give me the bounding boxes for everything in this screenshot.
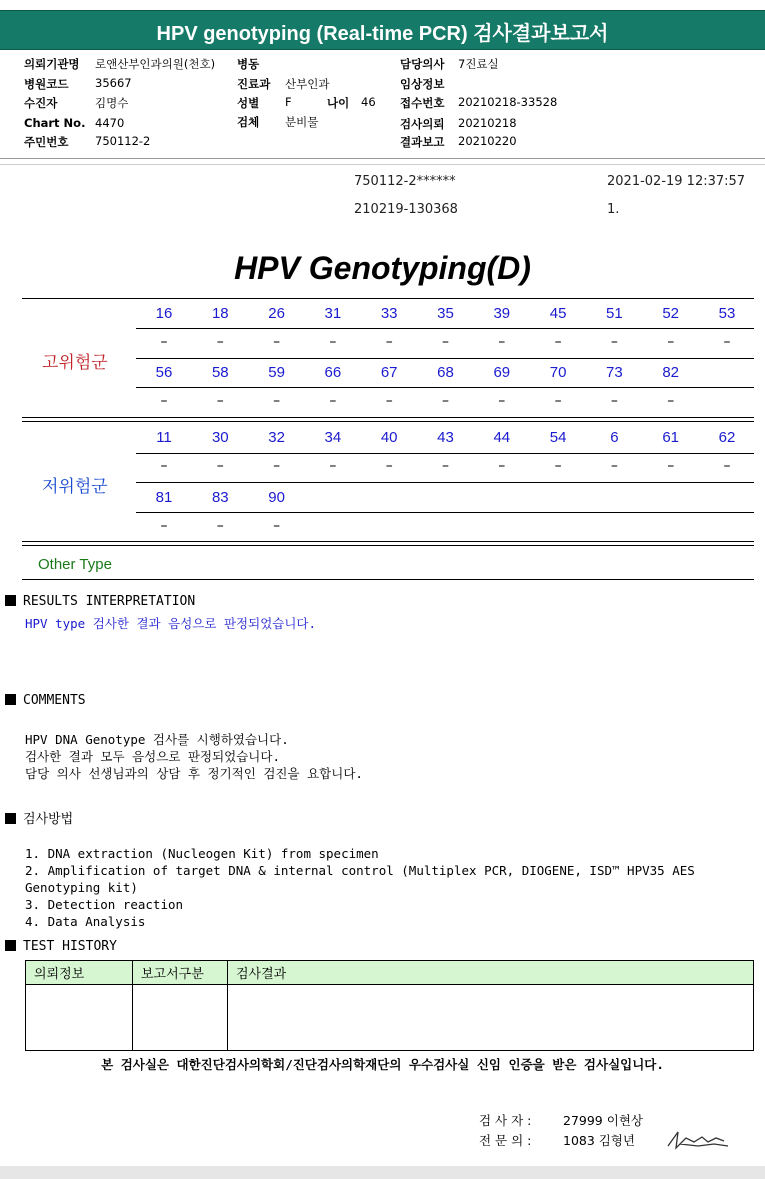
genotype-result: – xyxy=(160,334,168,350)
genotype-result: – xyxy=(273,518,281,534)
certification-note: 본 검사실은 대한진단검사의학회/진단검사의학재단의 우수검사실 신임 인증을 받은 검사실입니다. xyxy=(101,1057,664,1072)
genotype-number: 59 xyxy=(268,364,285,381)
signature-image xyxy=(664,1124,734,1152)
table-rule xyxy=(22,545,754,546)
info-key: 결과보고 xyxy=(400,135,445,149)
method-heading: 검사방법 xyxy=(5,808,73,827)
genotype-result: – xyxy=(610,458,618,474)
info-value: 750112-2 xyxy=(95,134,151,148)
genotype-result: – xyxy=(667,334,675,350)
genotype-number: 40 xyxy=(380,429,398,446)
info-key: 담당의사 xyxy=(400,57,445,71)
table-rule xyxy=(22,541,754,542)
report-header xyxy=(0,10,765,50)
genotype-number: 31 xyxy=(324,305,342,322)
genotype-result: – xyxy=(723,334,731,350)
results-text: HPV type 검사한 결과 음성으로 판정되었습니다. xyxy=(25,616,317,631)
bullet-square-icon xyxy=(5,694,16,705)
genotype-result: – xyxy=(385,334,393,350)
genotype-result: – xyxy=(216,458,224,474)
info-value: 분비물 xyxy=(285,115,319,129)
genotype-number: 62 xyxy=(718,429,736,446)
info-key: Chart No. xyxy=(24,116,86,130)
info-key: 성별 xyxy=(237,96,260,110)
bottom-bar xyxy=(0,1166,765,1179)
other-type-label: Other Type xyxy=(38,556,112,573)
method-line: 3. Detection reaction xyxy=(25,897,184,912)
info-key: 나이 xyxy=(327,96,350,110)
info-key: 임상정보 xyxy=(400,77,445,91)
sample-number: 210219-130368 xyxy=(354,202,458,217)
genotype-number: 11 xyxy=(156,429,172,446)
risk-group-label: 저위험군 xyxy=(42,477,108,497)
tester-label: 검 사 자 : xyxy=(479,1113,532,1128)
genotype-result: – xyxy=(667,458,675,474)
genotype-number: 70 xyxy=(549,364,567,381)
genotype-result: – xyxy=(498,458,506,474)
test-history-table xyxy=(25,960,754,1051)
genotype-number: 34 xyxy=(324,429,342,446)
genotype-result: – xyxy=(498,334,506,350)
report-header-title: HPV genotyping (Real-time PCR) 검사결과보고서 xyxy=(156,23,609,45)
genotype-result: – xyxy=(610,334,618,350)
genotype-result: – xyxy=(442,458,449,474)
info-key: 검체 xyxy=(237,115,260,129)
info-value: 20210218 xyxy=(458,116,517,130)
genotype-number: 30 xyxy=(211,429,229,446)
info-value: 20210220 xyxy=(458,134,517,148)
table-rule xyxy=(22,579,754,580)
info-value: 김명수 xyxy=(95,96,129,110)
info-key: 의뢰기관명 xyxy=(24,57,80,71)
genotype-result: – xyxy=(554,458,562,474)
table-rule xyxy=(136,482,754,483)
genotype-number: 56 xyxy=(155,364,173,381)
report-datetime: 2021-02-19 12:37:57 xyxy=(607,174,746,189)
genotype-number: 44 xyxy=(493,429,511,446)
info-value: 4470 xyxy=(95,116,125,130)
genotype-number: 61 xyxy=(662,429,680,446)
table-row xyxy=(26,985,754,1051)
table-rule xyxy=(136,387,754,388)
genotype-number: 69 xyxy=(493,364,511,381)
method-line: 1. DNA extraction (Nucleogen Kit) from specimen xyxy=(25,846,379,861)
table-rule xyxy=(22,421,754,422)
patient-id: 750112-2****** xyxy=(354,174,456,189)
genotype-result: – xyxy=(498,393,506,409)
table-rule xyxy=(136,328,754,329)
tester-name: 27999 이현상 xyxy=(563,1113,643,1128)
genotype-number: 66 xyxy=(324,364,342,381)
sequence-number: 1. xyxy=(607,202,620,217)
info-key: 수진자 xyxy=(24,96,58,110)
comment-line: 담당 의사 선생님과의 상담 후 정기적인 검진을 요합니다. xyxy=(25,766,363,781)
comments-text xyxy=(25,714,363,799)
info-value: 산부인과 xyxy=(285,77,330,91)
genotype-number: 58 xyxy=(211,364,229,381)
table-rule xyxy=(136,358,754,359)
genotype-result: – xyxy=(273,393,281,409)
genotype-number: 52 xyxy=(662,305,680,322)
info-key: 검사의뢰 xyxy=(400,117,445,131)
genotype-number: 54 xyxy=(549,429,567,446)
genotype-result: – xyxy=(216,334,224,350)
divider xyxy=(0,164,765,165)
genotype-number: 45 xyxy=(549,305,567,322)
genotype-number: 82 xyxy=(662,364,680,381)
genotype-number: 51 xyxy=(606,305,623,322)
genotype-result: – xyxy=(160,518,168,534)
genotype-result: – xyxy=(442,334,449,350)
genotype-number: 26 xyxy=(268,305,285,322)
risk-group-label: 고위험군 xyxy=(42,353,108,373)
genotype-number: 43 xyxy=(437,429,454,446)
report-title: HPV Genotyping(D) xyxy=(234,250,531,286)
genotype-number: 90 xyxy=(268,489,285,506)
divider xyxy=(0,158,765,159)
genotype-result: – xyxy=(385,393,393,409)
info-key: 주민번호 xyxy=(24,135,69,149)
table-rule xyxy=(136,453,754,454)
genotype-number: 68 xyxy=(437,364,454,381)
results-heading: RESULTS INTERPRETATION xyxy=(5,594,195,609)
comment-line: HPV DNA Genotype 검사를 시행하였습니다. xyxy=(25,732,289,747)
genotype-result: – xyxy=(329,458,337,474)
bullet-square-icon xyxy=(5,813,16,824)
info-value: F xyxy=(285,95,292,109)
info-value: 로앤산부인과의원(천호) xyxy=(95,57,216,71)
genotype-result: – xyxy=(273,334,281,350)
history-col-header: 검사결과 xyxy=(228,961,754,985)
history-heading: TEST HISTORY xyxy=(5,939,117,954)
genotype-result: – xyxy=(160,458,168,474)
method-line: 2. Amplification of target DNA & internal control (Multiplex PCR, DIOGENE, ISD™ HPV35 AES xyxy=(25,863,695,878)
genotype-number: 32 xyxy=(268,429,285,446)
info-key: 병원코드 xyxy=(24,77,69,91)
info-value: 46 xyxy=(361,95,376,109)
genotype-result: – xyxy=(610,393,618,409)
genotype-result: – xyxy=(385,458,393,474)
genotype-result: – xyxy=(216,393,224,409)
info-value: 20210218-33528 xyxy=(458,95,558,109)
info-key: 접수번호 xyxy=(400,96,445,110)
genotype-number: 39 xyxy=(493,305,511,322)
genotype-number: 83 xyxy=(211,489,229,506)
table-rule xyxy=(22,417,754,418)
genotype-number: 53 xyxy=(718,305,736,322)
genotype-result: – xyxy=(667,393,675,409)
method-text xyxy=(25,828,695,947)
comment-line: 검사한 결과 모두 음성으로 판정되었습니다. xyxy=(25,749,280,764)
genotype-result: – xyxy=(329,334,337,350)
genotype-result: – xyxy=(216,518,224,534)
bullet-square-icon xyxy=(5,940,16,951)
genotype-number: 67 xyxy=(380,364,398,381)
genotype-result: – xyxy=(554,393,562,409)
history-col-header: 보고서구분 xyxy=(133,961,228,985)
table-rule xyxy=(136,512,754,513)
genotype-result: – xyxy=(723,458,731,474)
genotype-number: 73 xyxy=(606,364,623,381)
method-line: Genotyping kit) xyxy=(25,880,138,895)
genotype-number: 35 xyxy=(437,305,454,322)
table-rule xyxy=(22,298,754,299)
genotype-result: – xyxy=(329,393,337,409)
method-line: 4. Data Analysis xyxy=(25,914,146,929)
info-value: 7진료실 xyxy=(458,57,499,71)
expert-name: 1083 김형년 xyxy=(563,1133,636,1148)
genotype-result: – xyxy=(160,393,168,409)
info-key: 병동 xyxy=(237,57,260,71)
info-key: 진료과 xyxy=(237,77,271,91)
genotype-number: 18 xyxy=(211,305,229,322)
info-value: 35667 xyxy=(95,76,132,90)
expert-label: 전 문 의 : xyxy=(479,1133,532,1148)
bullet-square-icon xyxy=(5,595,16,606)
genotype-number: 6 xyxy=(610,429,619,446)
history-col-header: 의뢰정보 xyxy=(26,961,133,985)
genotype-result: – xyxy=(442,393,449,409)
genotype-number: 33 xyxy=(380,305,398,322)
comments-heading: COMMENTS xyxy=(5,693,86,708)
genotype-result: – xyxy=(273,458,281,474)
genotype-number: 81 xyxy=(155,489,173,506)
genotype-result: – xyxy=(554,334,562,350)
genotype-number: 16 xyxy=(155,305,173,322)
